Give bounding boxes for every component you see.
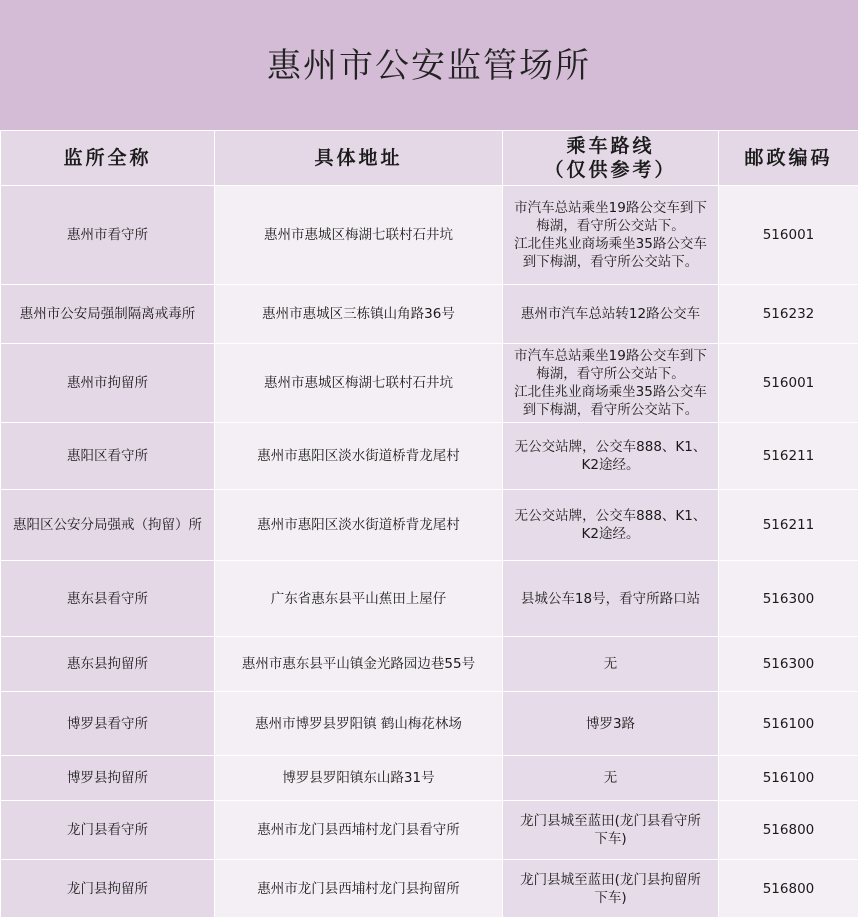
table-row: [1, 860, 858, 918]
bus-route-line: 下车): [505, 830, 716, 848]
table-row: [1, 423, 858, 490]
facility-name: 惠阳区公安分局强戒（拘留）所: [1, 490, 215, 561]
bus-route-line: 市汽车总站乘坐19路公交车到下: [505, 199, 716, 217]
bus-route: [503, 285, 719, 344]
header-route-line1: 乘车路线: [505, 134, 716, 158]
bus-route: [503, 423, 719, 490]
postcode: 516300: [719, 637, 858, 692]
title-bar: [0, 0, 858, 130]
bus-route-line: K2途经。: [505, 525, 716, 543]
bus-route-line: 惠州市汽车总站转12路公交车: [505, 305, 716, 323]
bus-route-line: 到下梅湖，看守所公交站下。: [505, 401, 716, 419]
bus-route-line: 到下梅湖，看守所公交站下。: [505, 253, 716, 271]
facility-address: 惠州市博罗县罗阳镇 鹤山梅花林场: [215, 692, 503, 756]
postcode: 516300: [719, 561, 858, 637]
postcode: 516800: [719, 860, 858, 918]
bus-route-line: 市汽车总站乘坐19路公交车到下: [505, 347, 716, 365]
postcode: 516100: [719, 692, 858, 756]
bus-route-line: 龙门县城至蓝田(龙门县拘留所: [505, 871, 716, 889]
bus-route-line: 梅湖，看守所公交站下。: [505, 217, 716, 235]
facility-name: 惠东县拘留所: [1, 637, 215, 692]
table-row: [1, 801, 858, 860]
bus-route-line: 江北佳兆业商场乘坐35路公交车: [505, 235, 716, 253]
header-name: 监所全称: [1, 131, 215, 186]
bus-route-line: K2途经。: [505, 456, 716, 474]
bus-route: [503, 344, 719, 423]
postcode: 516800: [719, 801, 858, 860]
bus-route-line: 博罗3路: [505, 715, 716, 733]
table-row: [1, 344, 858, 423]
table-row: [1, 561, 858, 637]
bus-route: [503, 692, 719, 756]
facility-address: 惠州市惠城区梅湖七联村石井坑: [215, 186, 503, 285]
table-row: [1, 490, 858, 561]
bus-route: [503, 637, 719, 692]
bus-route: [503, 860, 719, 918]
bus-route-line: 江北佳兆业商场乘坐35路公交车: [505, 383, 716, 401]
bus-route: [503, 186, 719, 285]
postcode: 516100: [719, 756, 858, 801]
bus-route: [503, 801, 719, 860]
postcode: 516211: [719, 423, 858, 490]
facility-address: 惠州市龙门县西埔村龙门县拘留所: [215, 860, 503, 918]
facility-name: 惠东县看守所: [1, 561, 215, 637]
bus-route-line: 无公交站牌，公交车888、K1、: [505, 438, 716, 456]
header-address: 具体地址: [215, 131, 503, 186]
facility-name: 惠州市拘留所: [1, 344, 215, 423]
facility-name: 博罗县拘留所: [1, 756, 215, 801]
table-row: [1, 186, 858, 285]
postcode: 516211: [719, 490, 858, 561]
postcode: 516001: [719, 186, 858, 285]
page-title: 惠州市公安监管场所: [267, 38, 591, 87]
facility-address: 惠州市惠城区梅湖七联村石井坑: [215, 344, 503, 423]
facility-address: 博罗县罗阳镇东山路31号: [215, 756, 503, 801]
bus-route: [503, 490, 719, 561]
bus-route-line: 下车): [505, 889, 716, 907]
facilities-table: [0, 130, 858, 918]
facility-name: 博罗县看守所: [1, 692, 215, 756]
facility-address: 惠州市惠阳区淡水街道桥背龙尾村: [215, 423, 503, 490]
facility-name: 龙门县拘留所: [1, 860, 215, 918]
facility-address: 惠州市惠城区三栋镇山角路36号: [215, 285, 503, 344]
bus-route: [503, 561, 719, 637]
bus-route-line: 梅湖，看守所公交站下。: [505, 365, 716, 383]
facility-address: 广东省惠东县平山蕉田上屋仔: [215, 561, 503, 637]
header-route-line2: （仅供参考）: [505, 158, 716, 182]
table-header-row: [1, 131, 858, 186]
bus-route-line: 龙门县城至蓝田(龙门县看守所: [505, 812, 716, 830]
facility-name: 惠州市公安局强制隔离戒毒所: [1, 285, 215, 344]
table-row: [1, 692, 858, 756]
facility-address: 惠州市惠阳区淡水街道桥背龙尾村: [215, 490, 503, 561]
postcode: 516232: [719, 285, 858, 344]
bus-route: [503, 756, 719, 801]
facility-address: 惠州市龙门县西埔村龙门县看守所: [215, 801, 503, 860]
facility-name: 惠阳区看守所: [1, 423, 215, 490]
postcode: 516001: [719, 344, 858, 423]
bus-route-line: 无: [505, 655, 716, 673]
table-row: [1, 285, 858, 344]
bus-route-line: 无公交站牌，公交车888、K1、: [505, 507, 716, 525]
facility-name: 龙门县看守所: [1, 801, 215, 860]
facility-address: 惠州市惠东县平山镇金光路园边巷55号: [215, 637, 503, 692]
table-row: [1, 756, 858, 801]
header-postcode: 邮政编码: [719, 131, 858, 186]
header-route: [503, 131, 719, 186]
bus-route-line: 县城公车18号，看守所路口站: [505, 590, 716, 608]
bus-route-line: 无: [505, 769, 716, 787]
facility-name: 惠州市看守所: [1, 186, 215, 285]
table-row: [1, 637, 858, 692]
